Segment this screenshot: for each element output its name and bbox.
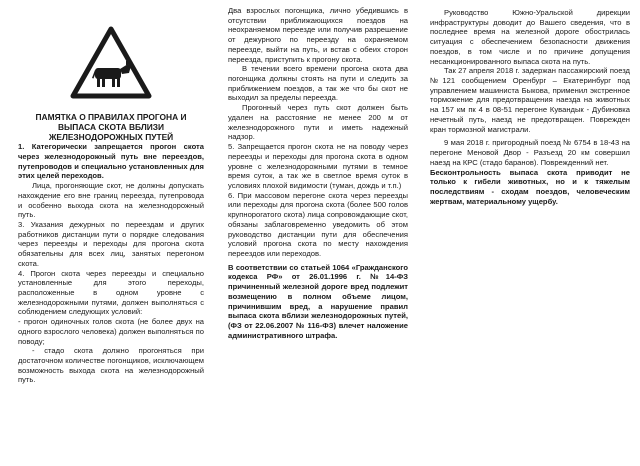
rule-4: 4. Прогон скота через переезды и специально установленные для этого переходы, расположенные в одном уровне с железнодорожными путями, должен выполняться с соблюдением следующих условий: [18,268,204,317]
rule-6: 6. При массовом перегоне скота через переезды или переходы для прогона скота (более 500 голов крупнорогатого скота) лица сопровождающие скот, обязаны заблаговременно уведомить об этом руководство дистанции пути для обеспечения условий прогона скота по месту нахождения переездов или переходов. [228,190,408,258]
rule-4-item-1: - прогон одиночных голов скота (не более двух на одного взрослого человека) должен выполняться по поводу; [18,317,204,346]
legal-notice: В соответствии со статьей 1064 «Гражданского кодекса РФ» от 26.01.1996 г. №14-ФЗ причиненный железной дороге вред подлежит возмещению в полном объеме лицом, причинившим вред, а нарушение правил выпаса скота вблизи железнодорожных путей, (ФЗ от 22.06.2007 № 116-ФЗ) влечет наложение административного штрафа. [228,262,408,340]
paragraph-drovers: Два взрослых погонщика, лично убедившись в отсутствии приближающихся поездов на неохраняемом переезде или получив разрешение от дежурного по переезду на охраняемом переезде, выйти на путь, и встав с обеих сторон переезда, приступить к прогону скота. [228,6,408,64]
paragraph-distance: Прогонный через путь скот должен быть удален на расстояние не менее 200 м от железнодорожного пути и иметь надежный надзор. [228,103,408,142]
incident-may: 9 мая 2018 г. пригородный поезд № 6754 в 18-43 на перегоне Меновой Двор - Разъезд 20 км совершил наезд на КРС (стадо баранов). Поврежденний нет. [430,138,630,167]
rule-5: 5. Запрещается прогон скота не на поводу через переезды и переходы для прогона скота в одном уровне с железнодорожными путями в темное время суток, а так же в светлое время суток в условиях плохой видимости (туман, дождь и т.п.) [228,142,408,190]
column-right [430,8,630,466]
rule-1: 1. Категорически запрещается прогон скота через железнодорожный путь вне переездов, путепроводов и специально установленных для этих целей переходов. [18,142,204,181]
leaflet-title: ПАМЯТКА О ПРАВИЛАХ ПРОГОНА И ВЫПАСА СКОТА ВБЛИЗИ ЖЕЛЕЗНОДОРОЖНЫХ ПУТЕЙ [35,112,187,143]
rule-2: Лица, прогоняющие скот, не должны допускать нахождение его вне границ переезда, путепровода и особенно выхода скота на железнодорожный путь. [18,181,204,220]
column-middle [228,6,408,464]
column-left [18,0,204,458]
cattle-warning-sign-icon [70,26,152,100]
paragraph-watch: В течении всего времени прогона скота два погонщика должны стоять на пути и следить за приближением поездов, а так же что бы скот не выходил за пределы переезда. [228,64,408,103]
rule-4-item-2: - стадо скота должно прогоняться при достаточном количестве погонщиков, исключающем возможность выхода скота на железнодорожный путь. [18,346,204,385]
management-notice: Руководство Южно-Уральской дирекции инфраструктуры доводит до Вашего сведения, что в последнее время на железной дороге обострилась ситуация с обеспечением безопасности движения поездов, в том числе и по причине допущения несанкционированного выпаса скота на путь. [430,8,630,66]
consequences-warning: Бесконтрольность выпаса скота приводит не только к гибели животных, но и к тяжелым последствиям - сходам поездов, человеческим жертвам, материальному ущербу. [430,167,630,206]
incident-april: Так 27 апреля 2018 г. задержан пассажирский поезд №121 сообщением Оренбург – Екатеринбург под управлением машиниста Быкова, применил экстренное торможение для предотвращения наезда на животных на 157 км пк 4 в 08-51 перегоне Кувандык - Дубиновка нечетный путь, наезд не предотвращен. Поврежден кран тормозной магистрали. [430,66,630,134]
rule-3: 3. Указания дежурных по переездам и других работников дистанции пути о порядке следования через переезды и переходы для прогона скота обязательны для всех лиц, занятых перегоном скота. [18,219,204,268]
